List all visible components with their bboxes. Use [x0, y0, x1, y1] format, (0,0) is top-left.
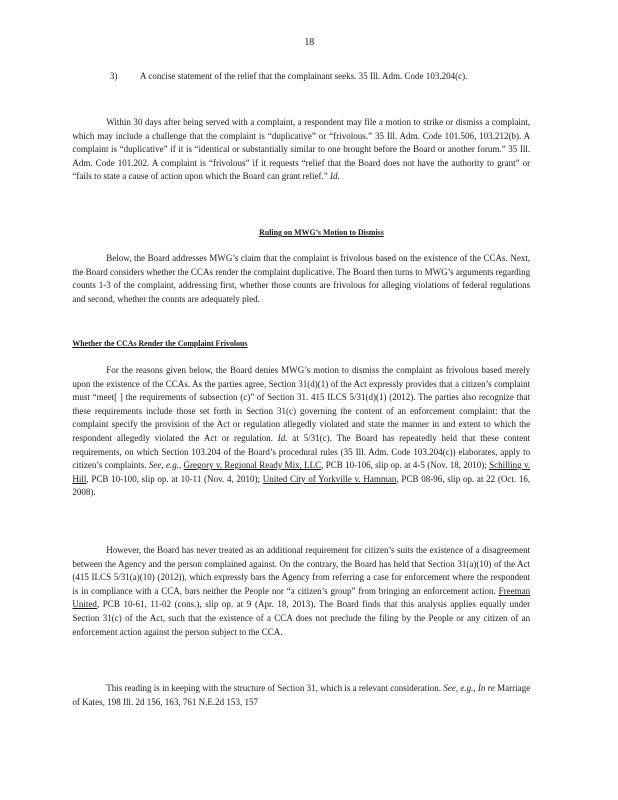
- paragraph-however: [72, 544, 530, 639]
- paragraph-text: For the reasons given below, the Board denies MWG’s motion to dismiss the complaint as frivolous based merely upon the existence of the CCAs. As the parties agree, Section 31(d)(1) of the Act expressly provides that a citizen’s complaint must “meet[ ] the requirements of subsection (c)” of Section 31. 415 ILCS 5/31(d)(1) (2012). The parties also recognize that these requirements include those set forth in Section 31(c) governing the content of an enforcement complaint: that the complaint specify the provision of the Act or regulation allegedly violated and state the manner in and extent to which the respondent allegedly violated the Act or regulation.: [72, 365, 531, 444]
- case-citation: Marriage of Kates, 198 Ill. 2d 156, 163, 761 N.E.2d 153, 157: [72, 683, 531, 708]
- paragraph-text: However, the Board has never treated as an additional requirement for citizen’s suits the existence of a disagreement between the Agency and the person complained against. On the contrary, the Board has held that Section 31(a)(10) of the Act (415 ILCS 5/31(a)(10) (2012)), which expressly bars the Agency from referring a case for enforcement where the respondent is in compliance with a CCA, bars neither the People nor “a citizen’s group” from bringing an enforcement action.: [72, 545, 531, 597]
- paragraph-motion-to-strike: [72, 116, 530, 184]
- paragraph-structure: [72, 682, 530, 709]
- section-heading-ruling: [72, 226, 570, 240]
- section-heading-frivolous: [72, 337, 247, 351]
- paragraph-text: Within 30 days after being served with a complaint, a respondent may file a motion to strike or dismiss a complaint, which may include a challenge that the complaint is “duplicative” or “frivolous.” 35 Ill. Adm. Code 101.506, 103.212(b). A complaint is “duplicative” if it is “identical or substantially similar to one brought before the Board or another forum.” 35 Ill. Adm. Code 101.202. A complaint is “frivolous” if it requests “relief that the Board does not have the authority to grant” or “fails to state a cause of action upon which the Board can grant relief.”: [72, 117, 531, 183]
- case-name-gregory: Gregory v. Regional Ready Mix, LLC: [183, 460, 322, 472]
- heading-text: Whether the CCAs Render the Complaint Frivolous: [72, 339, 248, 348]
- case-citation: , PCB 10-106, slip op. at 4-5 (Nov. 18, 2010);: [321, 460, 487, 472]
- paragraph-overview: [72, 252, 530, 306]
- id-citation: Id.: [330, 171, 340, 183]
- case-citation: , PCB 08-96, slip op. at 22 (Oct. 16, 2008).: [72, 473, 531, 499]
- paragraph-text: Below, the Board addresses MWG’s claim that the complaint is frivolous based on the existence of the CCAs. Next, the Board considers whether the CCAs render the complaint duplicative. The Board then turns to MWG’s arguments regarding counts 1-3 of the complaint, addressing first, whether those counts are frivolous for alleging violations of federal regulations and second, whether the counts are adequately pled.: [72, 253, 531, 305]
- see-signal: See, e.g.,: [148, 460, 182, 472]
- in-re-signal: In re: [477, 683, 495, 694]
- case-name-freeman: Freeman United: [72, 585, 531, 611]
- paragraph-reasons: [72, 364, 530, 500]
- page-number: 18: [304, 37, 315, 48]
- list-item-text: A concise statement of the relief that the complainant seeks. 35 Ill. Adm. Code 103.204(c).: [140, 71, 468, 82]
- case-name-schilling: Schilling v. Hill: [72, 460, 531, 485]
- id-citation: Id.: [277, 432, 288, 444]
- paragraph-text: This reading is in keeping with the structure of Section 31, which is a relevant consideration.: [106, 683, 442, 694]
- list-item-number: 3): [109, 71, 118, 82]
- case-name-yorkville: United City of Yorkville v. Hamman: [262, 473, 397, 485]
- paragraph-text: , PCB 10-61, 11-02 (cons.), slip op. at 9 (Apr. 18, 2013). The Board finds that this analysis applies equally under Section 31(c) of the Act, such that the existence of a CCA does not preclude the filing by the People or any citizen of an enforcement action against the person subject to the CCA.: [72, 599, 531, 638]
- heading-text: Ruling on MWG’s Motion to Dismiss: [259, 228, 384, 237]
- see-signal: See, e.g.,: [443, 683, 476, 694]
- case-citation: , PCB 10-100, slip op. at 10-11 (Nov. 4, 2010);: [86, 473, 260, 485]
- paragraph-text: at 5/31(c). The Board has repeatedly held that these content requirements, on which Section 103.204 of the Board’s procedural rules (35 Ill. Adm. Code 103.204(c)) elaborates, apply to citizen’s complaints.: [72, 432, 531, 472]
